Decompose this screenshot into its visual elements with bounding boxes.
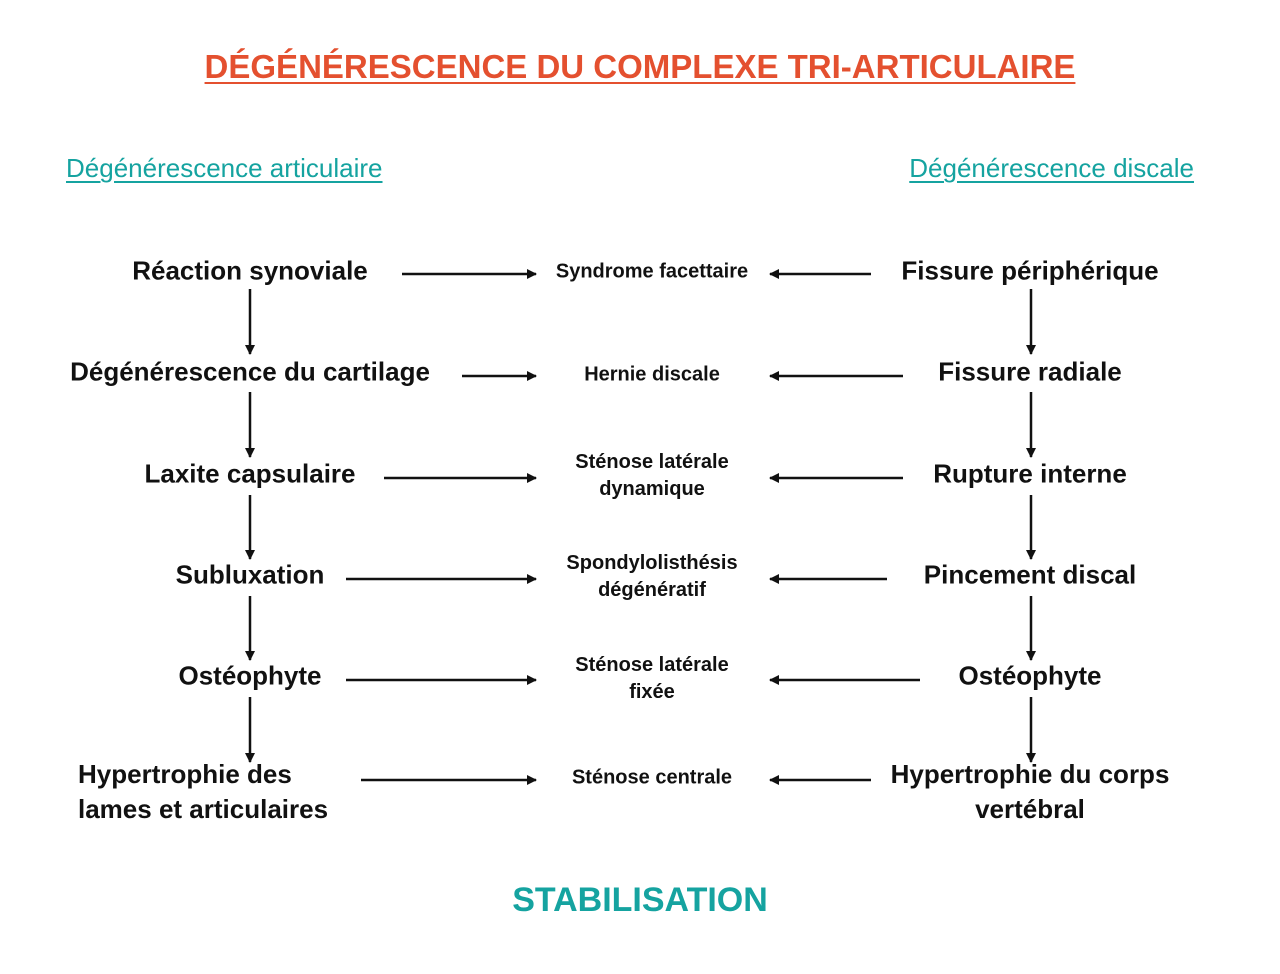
- footer-label: STABILISATION: [512, 881, 768, 919]
- middle-node-5: [575, 652, 728, 706]
- right-node-1: Fissure périphérique: [901, 255, 1159, 286]
- right-column-header: Dégénérescence discale: [909, 153, 1194, 183]
- middle-node-6-line-1: Sténose centrale: [571, 766, 733, 789]
- middle-node-3-line-1: Sténose latérale: [575, 451, 729, 473]
- middle-node-4-line-1: Spondylolisthésis: [566, 552, 738, 574]
- middle-node-3: [575, 449, 728, 503]
- middle-node-2-line-1: Hernie discale: [584, 363, 720, 386]
- left-node-4: Subluxation: [175, 559, 325, 590]
- left-node-6-line-1: Hypertrophie des: [78, 759, 292, 789]
- right-node-6-line-1: Hypertrophie du corps: [890, 759, 1170, 789]
- middle-node-5-line-1: Sténose latérale: [575, 654, 729, 676]
- diagram-title: DÉGÉNÉRESCENCE DU COMPLEXE TRI-ARTICULAIRE: [204, 48, 1076, 85]
- left-node-6-line-2: lames et articulaires: [78, 794, 329, 824]
- left-node-6: [78, 757, 328, 827]
- left-node-5: Ostéophyte: [178, 660, 322, 691]
- left-node-2: Dégénérescence du cartilage: [70, 356, 430, 387]
- middle-node-4: [566, 550, 737, 604]
- left-node-1: Réaction synoviale: [132, 255, 368, 286]
- right-node-2: Fissure radiale: [938, 356, 1122, 387]
- left-node-3: Laxite capsulaire: [144, 458, 356, 489]
- right-node-3: Rupture interne: [933, 458, 1127, 489]
- middle-node-5-line-2: fixée: [629, 681, 675, 703]
- middle-node-1-line-1: Syndrome facettaire: [555, 260, 749, 283]
- right-node-6: [891, 757, 1170, 827]
- right-node-6-line-2: vertébral: [975, 794, 1085, 824]
- middle-node-6: [572, 765, 732, 792]
- middle-node-1: [556, 259, 748, 286]
- middle-node-2: [584, 362, 720, 389]
- right-node-5: Ostéophyte: [958, 660, 1102, 691]
- right-node-4: Pincement discal: [923, 559, 1137, 590]
- left-column-header: Dégénérescence articulaire: [66, 153, 383, 183]
- middle-node-4-line-2: dégénératif: [598, 579, 706, 601]
- middle-node-3-line-2: dynamique: [599, 478, 705, 500]
